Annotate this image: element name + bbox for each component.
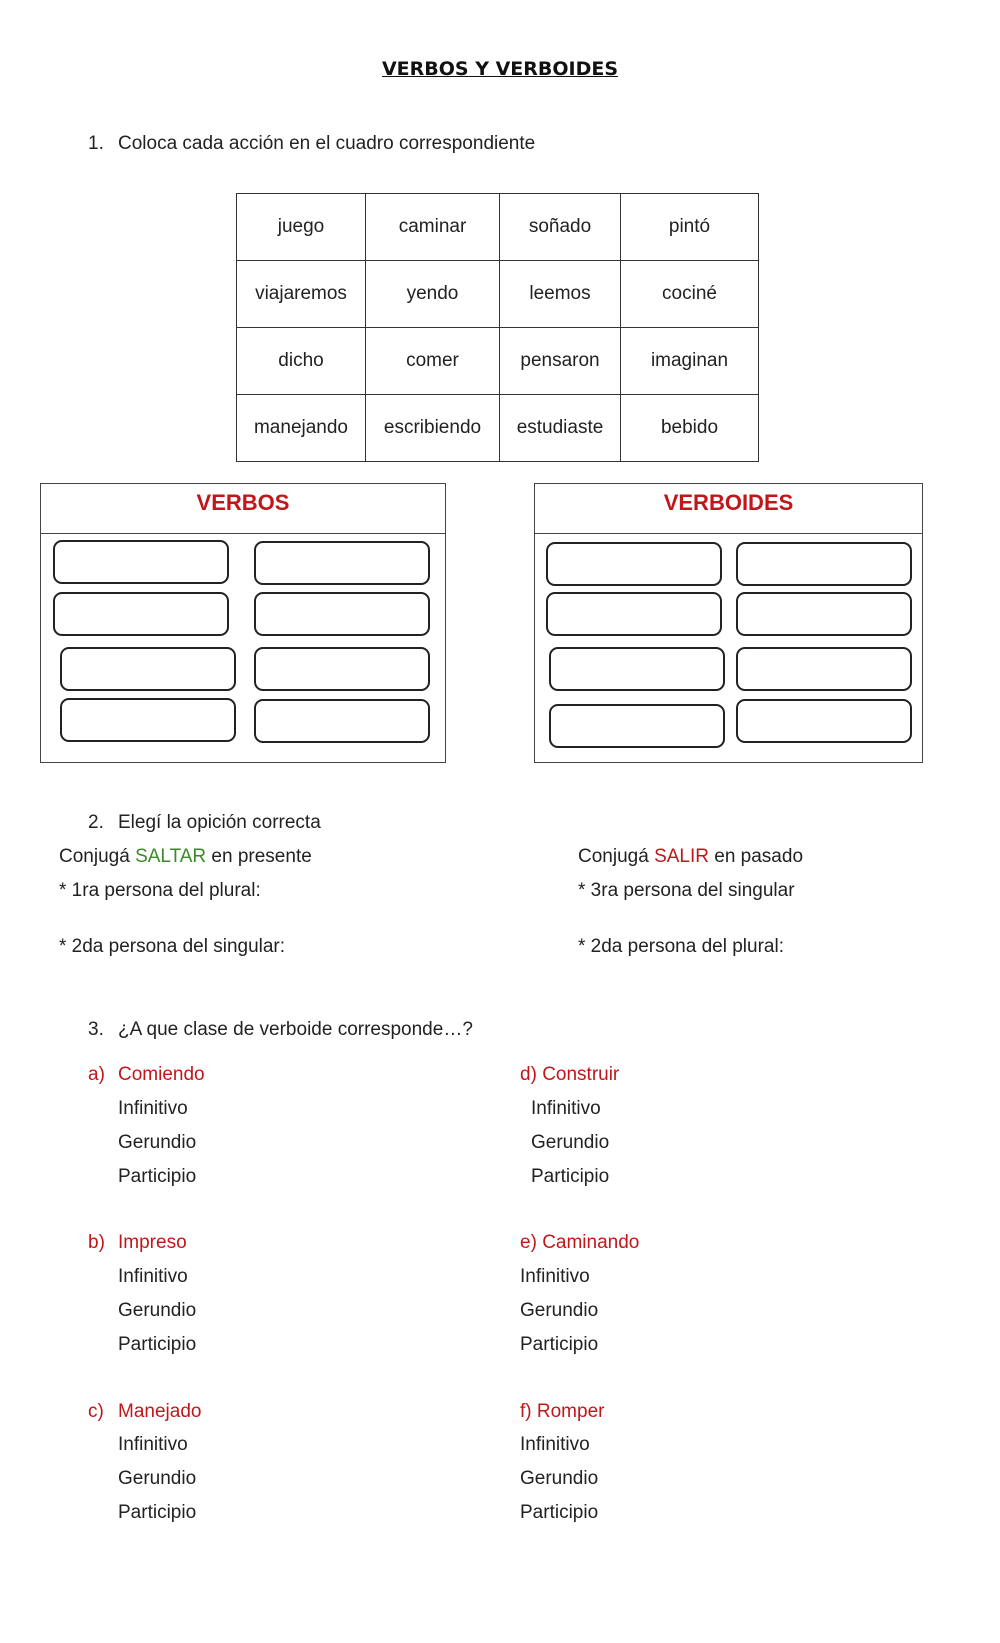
verbos-drop-slot[interactable]: [254, 592, 430, 636]
verbos-panel: [40, 483, 446, 763]
item-f-option-gerundio[interactable]: Gerundio: [520, 1468, 599, 1489]
item-d-option-participio[interactable]: Participio: [531, 1166, 610, 1187]
verbos-drop-slot[interactable]: [254, 699, 430, 743]
item-word: Caminando: [542, 1232, 640, 1253]
verboides-drop-slot[interactable]: [736, 699, 912, 743]
item-c-option-participio[interactable]: Participio: [118, 1502, 197, 1523]
item-a-option-participio[interactable]: Participio: [118, 1166, 197, 1187]
saltar-line-1: * 1ra persona del plural:: [59, 880, 261, 901]
item-f-label: [520, 1401, 604, 1423]
item-a-option-infinitivo[interactable]: Infinitivo: [118, 1098, 188, 1119]
item-c-option-infinitivo[interactable]: Infinitivo: [118, 1434, 188, 1455]
item-word: Impreso: [118, 1232, 187, 1253]
word-card[interactable]: dicho: [237, 328, 366, 395]
verb-saltar: SALTAR: [135, 846, 207, 867]
item-a-option-gerundio[interactable]: Gerundio: [118, 1132, 197, 1153]
prompt-prefix: Conjugá: [578, 846, 655, 867]
word-card[interactable]: leemos: [500, 261, 621, 328]
word-card[interactable]: viajaremos: [237, 261, 366, 328]
item-f-option-infinitivo[interactable]: Infinitivo: [520, 1434, 590, 1455]
item-d-label: [520, 1064, 619, 1086]
question-2: [88, 812, 321, 834]
page-title: VERBOS Y VERBOIDES: [381, 58, 619, 80]
item-b-option-participio[interactable]: Participio: [118, 1334, 197, 1355]
saltar-line-2: * 2da persona del singular:: [59, 936, 286, 957]
item-c-option-gerundio[interactable]: Gerundio: [118, 1468, 197, 1489]
verboides-drop-slot[interactable]: [736, 647, 912, 691]
question-3-text: ¿A que clase de verboide corresponde…?: [118, 1019, 473, 1040]
verboides-drop-slot[interactable]: [736, 592, 912, 636]
item-e-option-infinitivo[interactable]: Infinitivo: [520, 1266, 590, 1287]
item-b-option-infinitivo[interactable]: Infinitivo: [118, 1266, 188, 1287]
question-3: [88, 1019, 473, 1041]
verboides-panel-title: VERBOIDES: [535, 484, 922, 534]
item-c-label: [88, 1401, 201, 1423]
word-card[interactable]: escribiendo: [366, 395, 500, 462]
conjugate-salir-prompt: [578, 846, 803, 868]
item-word: Construir: [542, 1064, 620, 1085]
verbos-drop-slot[interactable]: [53, 540, 229, 584]
word-card[interactable]: cociné: [621, 261, 759, 328]
item-e-label: [520, 1232, 639, 1254]
question-2-number: 2.: [88, 812, 104, 833]
item-f-option-participio[interactable]: Participio: [520, 1502, 599, 1523]
verboides-drop-slot[interactable]: [549, 647, 725, 691]
item-letter: a): [88, 1064, 105, 1085]
verboides-drop-slot[interactable]: [546, 542, 722, 586]
item-letter: e): [520, 1232, 537, 1253]
word-card[interactable]: comer: [366, 328, 500, 395]
verboides-drop-slot[interactable]: [549, 704, 725, 748]
word-card[interactable]: soñado: [500, 194, 621, 261]
word-card[interactable]: pintó: [621, 194, 759, 261]
item-a-label: [88, 1064, 205, 1086]
verboides-drop-slot[interactable]: [546, 592, 722, 636]
verbos-panel-title: VERBOS: [41, 484, 445, 534]
conjugate-saltar-prompt: [59, 846, 312, 868]
salir-line-1: * 3ra persona del singular: [578, 880, 795, 901]
question-2-text: Elegí la opición correcta: [118, 812, 321, 833]
prompt-prefix: Conjugá: [59, 846, 136, 867]
question-1: [88, 133, 535, 155]
word-card[interactable]: juego: [237, 194, 366, 261]
prompt-suffix: en presente: [206, 846, 312, 867]
item-d-option-infinitivo[interactable]: Infinitivo: [531, 1098, 601, 1119]
verboides-panel: [534, 483, 923, 763]
prompt-suffix: en pasado: [708, 846, 804, 867]
item-word: Manejado: [118, 1401, 202, 1422]
verbos-drop-slot[interactable]: [60, 647, 236, 691]
item-d-option-gerundio[interactable]: Gerundio: [531, 1132, 610, 1153]
word-bank-table: [236, 193, 759, 462]
item-letter: d): [520, 1064, 537, 1085]
verbos-drop-slot[interactable]: [254, 647, 430, 691]
item-e-option-gerundio[interactable]: Gerundio: [520, 1300, 599, 1321]
verboides-drop-slot[interactable]: [736, 542, 912, 586]
verbos-drop-slot[interactable]: [254, 541, 430, 585]
item-e-option-participio[interactable]: Participio: [520, 1334, 599, 1355]
question-3-number: 3.: [88, 1019, 104, 1040]
item-word: Comiendo: [118, 1064, 205, 1085]
item-b-label: [88, 1232, 187, 1254]
word-card[interactable]: yendo: [366, 261, 500, 328]
question-1-number: 1.: [88, 133, 104, 154]
verb-salir: SALIR: [654, 846, 709, 867]
word-card[interactable]: estudiaste: [500, 395, 621, 462]
word-card[interactable]: imaginan: [621, 328, 759, 395]
salir-line-2: * 2da persona del plural:: [578, 936, 784, 957]
word-card[interactable]: bebido: [621, 395, 759, 462]
item-letter: f): [520, 1401, 532, 1422]
item-letter: b): [88, 1232, 105, 1253]
word-card[interactable]: caminar: [366, 194, 500, 261]
item-b-option-gerundio[interactable]: Gerundio: [118, 1300, 197, 1321]
verbos-drop-slot[interactable]: [53, 592, 229, 636]
item-letter: c): [88, 1401, 104, 1422]
item-word: Romper: [536, 1401, 605, 1422]
question-1-text: Coloca cada acción en el cuadro correspondiente: [118, 133, 536, 154]
word-card[interactable]: manejando: [237, 395, 366, 462]
verbos-drop-slot[interactable]: [60, 698, 236, 742]
word-card[interactable]: pensaron: [500, 328, 621, 395]
